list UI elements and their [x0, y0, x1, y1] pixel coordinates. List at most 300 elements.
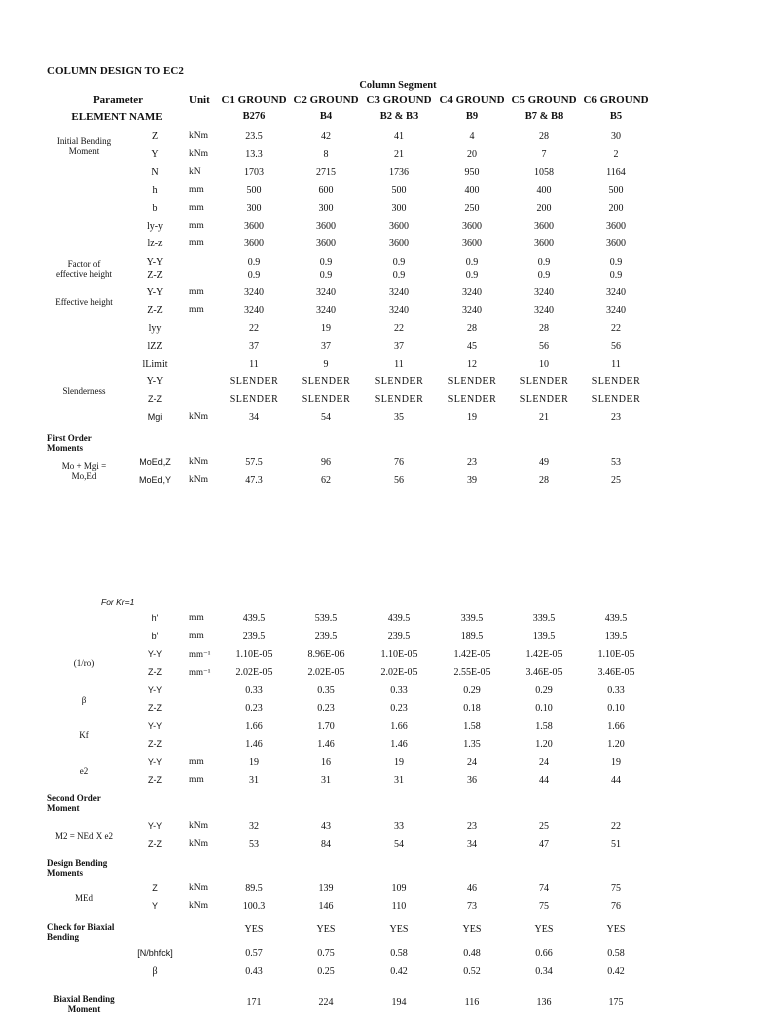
- cell-value: 1703: [244, 167, 264, 178]
- cell-value: 45: [467, 341, 477, 352]
- cell-value: 224: [318, 997, 334, 1008]
- row-symbol: Y-Y: [146, 376, 164, 387]
- cell-value: SLENDER: [447, 394, 497, 405]
- row-symbol: ly-y: [146, 221, 164, 232]
- cell-value: 0.10: [607, 703, 625, 714]
- cell-value: 9: [323, 359, 329, 370]
- cell-value: 300: [246, 203, 262, 214]
- cell-value: 300: [318, 203, 334, 214]
- row-symbol: MoEd,Y: [138, 475, 172, 485]
- row-symbol: Y-Y: [147, 821, 163, 831]
- cell-value: 400: [536, 185, 552, 196]
- cell-value: SLENDER: [447, 376, 497, 387]
- cell-value: 20: [467, 149, 477, 160]
- cell-value: 0.42: [390, 966, 408, 977]
- cell-value: 24: [539, 757, 549, 768]
- row-symbol: Z-Z: [147, 270, 163, 281]
- cell-value: 3600: [244, 221, 264, 232]
- cell-value: 1.46: [390, 739, 408, 750]
- cell-value: 22: [611, 821, 621, 832]
- cell-value: 439.5: [387, 613, 411, 624]
- row-unit: mm: [189, 185, 204, 195]
- cell-value: SLENDER: [301, 376, 351, 387]
- element-name: B5: [609, 111, 623, 122]
- cell-value: 49: [539, 457, 549, 468]
- cell-value: 56: [394, 475, 404, 486]
- label-kf: Kf: [79, 730, 89, 740]
- cell-value: SLENDER: [374, 394, 424, 405]
- column-segment-header: Column Segment: [359, 80, 437, 91]
- cell-value: 31: [321, 775, 331, 786]
- row-symbol: Y-Y: [147, 757, 163, 767]
- row-symbol: h: [152, 185, 158, 196]
- cell-value: 300: [391, 203, 407, 214]
- document-title: COLUMN DESIGN TO EC2: [47, 65, 184, 77]
- cell-value: 76: [611, 901, 621, 912]
- cell-value: 3240: [316, 305, 336, 316]
- row-symbol: Z-Z: [148, 775, 162, 785]
- cell-value: 3240: [606, 287, 626, 298]
- cell-value: 3240: [389, 305, 409, 316]
- cell-value: 7: [541, 149, 547, 160]
- row-unit: kNm: [189, 821, 208, 831]
- cell-value: 109: [391, 883, 407, 894]
- cell-value: YES: [316, 924, 336, 935]
- cell-value: 0.75: [317, 948, 335, 959]
- row-unit: kNm: [189, 412, 208, 422]
- row-symbol: Z-Z: [148, 667, 162, 677]
- cell-value: 3240: [606, 305, 626, 316]
- cell-value: 21: [539, 412, 549, 423]
- cell-value: 28: [539, 475, 549, 486]
- cell-value: 28: [539, 323, 549, 334]
- row-symbol: Z-Z: [148, 394, 162, 404]
- cell-value: 339.5: [532, 613, 556, 624]
- cell-value: YES: [534, 924, 554, 935]
- cell-value: 239.5: [314, 631, 338, 642]
- cell-value: 146: [318, 901, 334, 912]
- row-unit: mm⁻¹: [189, 649, 211, 659]
- row-unit: [N/bhfck]: [137, 948, 173, 958]
- cell-value: 42: [321, 131, 331, 142]
- row-unit: mm: [189, 238, 204, 248]
- cell-value: 1736: [389, 167, 409, 178]
- cell-value: 10: [539, 359, 549, 370]
- row-unit: kN: [189, 167, 201, 177]
- cell-value: 74: [539, 883, 549, 894]
- cell-value: 54: [321, 412, 331, 423]
- cell-value: 22: [394, 323, 404, 334]
- label-med: MEd: [75, 893, 93, 903]
- row-unit: kNm: [189, 131, 208, 141]
- cell-value: 400: [464, 185, 480, 196]
- row-symbol: Z-Z: [148, 703, 162, 713]
- row-unit: mm: [189, 305, 204, 315]
- label-first-order-moments: First Order Moments: [47, 433, 92, 454]
- cell-value: 46: [467, 883, 477, 894]
- cell-value: 30: [611, 131, 621, 142]
- cell-value: 4: [469, 131, 475, 142]
- cell-value: 3.46E-05: [597, 667, 635, 678]
- cell-value: 3600: [606, 238, 626, 249]
- row-symbol: b': [151, 631, 159, 641]
- cell-value: 57.5: [245, 457, 263, 468]
- cell-value: 22: [611, 323, 621, 334]
- cell-value: 2.02E-05: [235, 667, 273, 678]
- cell-value: 23: [467, 457, 477, 468]
- label-factor-effective-height: Factor of effective height: [55, 259, 113, 280]
- cell-value: 31: [394, 775, 404, 786]
- cell-value: SLENDER: [229, 376, 279, 387]
- element-name: B7 & B8: [524, 111, 564, 122]
- label-e2: e2: [79, 766, 89, 776]
- row-symbol: Y-Y: [147, 649, 163, 659]
- cell-value: 36: [467, 775, 477, 786]
- cell-value: 84: [321, 839, 331, 850]
- cell-value: 0.33: [390, 685, 408, 696]
- cell-value: 37: [249, 341, 259, 352]
- cell-value: 1058: [534, 167, 554, 178]
- cell-value: 1.10E-05: [235, 649, 273, 660]
- cell-value: 33: [394, 821, 404, 832]
- cell-value: 28: [467, 323, 477, 334]
- cell-value: 0.9: [319, 257, 333, 268]
- cell-value: 3240: [534, 287, 554, 298]
- row-unit: mm: [189, 221, 204, 231]
- cell-value: SLENDER: [374, 376, 424, 387]
- cell-value: 3600: [462, 238, 482, 249]
- column-header: C5 GROUND: [511, 94, 577, 106]
- cell-value: 110: [391, 901, 407, 912]
- cell-value: 25: [611, 475, 621, 486]
- cell-value: 250: [464, 203, 480, 214]
- label-second-order-moment: Second Order Moment: [47, 793, 101, 814]
- cell-value: 24: [467, 757, 477, 768]
- cell-value: YES: [462, 924, 482, 935]
- row-symbol: Z-Z: [147, 305, 163, 316]
- cell-value: 439.5: [242, 613, 266, 624]
- cell-value: 0.29: [535, 685, 553, 696]
- cell-value: 37: [394, 341, 404, 352]
- row-unit: mm⁻¹: [189, 667, 211, 677]
- label-effective-height: Effective height: [55, 297, 113, 307]
- cell-value: 54: [394, 839, 404, 850]
- label-for-kr: For Kr=1: [101, 597, 135, 607]
- cell-value: 0.9: [609, 257, 623, 268]
- label-beta: β: [81, 695, 87, 705]
- cell-value: 1.46: [317, 739, 335, 750]
- cell-value: SLENDER: [229, 394, 279, 405]
- cell-value: YES: [389, 924, 409, 935]
- cell-value: 37: [321, 341, 331, 352]
- cell-value: 539.5: [314, 613, 338, 624]
- cell-value: 139.5: [604, 631, 628, 642]
- cell-value: 75: [539, 901, 549, 912]
- label-check-biaxial: Check for Biaxial Bending: [47, 922, 115, 943]
- label-slenderness: Slenderness: [62, 386, 106, 396]
- cell-value: 500: [246, 185, 262, 196]
- row-unit: kNm: [189, 883, 208, 893]
- cell-value: 100.3: [242, 901, 266, 912]
- cell-value: 139: [318, 883, 334, 894]
- cell-value: 0.9: [319, 270, 333, 281]
- label-initial-bending-moment: Initial Bending Moment: [56, 136, 112, 157]
- cell-value: 2715: [316, 167, 336, 178]
- cell-value: 500: [608, 185, 624, 196]
- cell-value: 3600: [389, 238, 409, 249]
- cell-value: 0.9: [465, 257, 479, 268]
- cell-value: 0.9: [609, 270, 623, 281]
- cell-value: 34: [467, 839, 477, 850]
- row-symbol: lZZ: [147, 341, 163, 352]
- row-symbol: lyy: [148, 323, 162, 334]
- cell-value: 44: [611, 775, 621, 786]
- cell-value: 0.25: [317, 966, 335, 977]
- cell-value: 3600: [316, 221, 336, 232]
- cell-value: 3240: [316, 287, 336, 298]
- cell-value: 2.02E-05: [307, 667, 345, 678]
- cell-value: 41: [394, 131, 404, 142]
- unit-header: Unit: [189, 94, 210, 106]
- cell-value: 11: [249, 359, 259, 370]
- cell-value: 0.9: [247, 257, 261, 268]
- cell-value: 1.58: [463, 721, 481, 732]
- cell-value: 8: [323, 149, 329, 160]
- cell-value: 0.9: [247, 270, 261, 281]
- cell-value: 0.9: [465, 270, 479, 281]
- cell-value: 0.33: [245, 685, 263, 696]
- cell-value: 89.5: [245, 883, 263, 894]
- row-symbol: Y-Y: [147, 685, 163, 695]
- cell-value: 239.5: [387, 631, 411, 642]
- cell-value: 3600: [534, 238, 554, 249]
- row-symbol: b: [152, 203, 158, 214]
- cell-value: 1.10E-05: [597, 649, 635, 660]
- row-symbol: Z-Z: [148, 839, 162, 849]
- cell-value: 0.18: [463, 703, 481, 714]
- row-unit: mm: [189, 287, 204, 297]
- cell-value: 1.20: [607, 739, 625, 750]
- cell-value: 1.66: [245, 721, 263, 732]
- row-symbol: Mgi: [147, 412, 163, 422]
- cell-value: 75: [611, 883, 621, 894]
- cell-value: 2.55E-05: [453, 667, 491, 678]
- cell-value: 0.43: [245, 966, 263, 977]
- cell-value: 0.35: [317, 685, 335, 696]
- cell-value: 0.29: [463, 685, 481, 696]
- cell-value: 73: [467, 901, 477, 912]
- label-one-over-ro: (1/ro): [73, 658, 95, 668]
- column-header: C3 GROUND: [366, 94, 432, 106]
- element-name: B9: [465, 111, 479, 122]
- row-unit: kNm: [189, 475, 208, 485]
- cell-value: 23: [611, 412, 621, 423]
- cell-value: 19: [611, 757, 621, 768]
- cell-value: 1.42E-05: [525, 649, 563, 660]
- cell-value: 19: [394, 757, 404, 768]
- cell-value: 11: [611, 359, 621, 370]
- row-symbol: Z-Z: [148, 739, 162, 749]
- element-name: B276: [242, 111, 266, 122]
- cell-value: 0.23: [245, 703, 263, 714]
- cell-value: 0.23: [390, 703, 408, 714]
- element-name: B2 & B3: [379, 111, 419, 122]
- cell-value: 0.48: [463, 948, 481, 959]
- cell-value: 96: [321, 457, 331, 468]
- row-unit: mm: [189, 757, 204, 767]
- cell-value: 1.66: [390, 721, 408, 732]
- cell-value: 0.23: [317, 703, 335, 714]
- cell-value: 136: [536, 997, 552, 1008]
- cell-value: 32: [249, 821, 259, 832]
- cell-value: 23.5: [245, 131, 263, 142]
- cell-value: 600: [318, 185, 334, 196]
- cell-value: 22: [249, 323, 259, 334]
- cell-value: 1.42E-05: [453, 649, 491, 660]
- label-mo-mgi: Mo + Mgi = Mo,Ed: [61, 461, 107, 482]
- element-name: B4: [319, 111, 333, 122]
- cell-value: 1164: [606, 167, 626, 178]
- cell-value: 3600: [244, 238, 264, 249]
- cell-value: 3600: [316, 238, 336, 249]
- cell-value: 1.70: [317, 721, 335, 732]
- cell-value: 19: [249, 757, 259, 768]
- label-design-bending-moments: Design Bending Moments: [47, 858, 108, 879]
- cell-value: 3600: [534, 221, 554, 232]
- cell-value: 11: [394, 359, 404, 370]
- cell-value: 0.9: [392, 257, 406, 268]
- cell-value: YES: [244, 924, 264, 935]
- cell-value: 8.96E-06: [307, 649, 345, 660]
- row-unit: kNm: [189, 901, 208, 911]
- row-unit: mm: [189, 631, 204, 641]
- column-header: C4 GROUND: [439, 94, 505, 106]
- row-symbol: Y: [151, 901, 159, 911]
- column-header: C6 GROUND: [583, 94, 649, 106]
- cell-value: 3240: [244, 287, 264, 298]
- cell-value: 3240: [462, 287, 482, 298]
- column-header: C2 GROUND: [293, 94, 359, 106]
- row-symbol: Z: [151, 131, 159, 142]
- cell-value: SLENDER: [519, 376, 569, 387]
- label-m2: M2 = NEd X e2: [54, 831, 114, 841]
- cell-value: 116: [464, 997, 480, 1008]
- cell-value: 0.57: [245, 948, 263, 959]
- cell-value: 23: [467, 821, 477, 832]
- cell-value: 3.46E-05: [525, 667, 563, 678]
- row-symbol: lLimit: [142, 359, 168, 370]
- cell-value: 1.66: [607, 721, 625, 732]
- cell-value: 39: [467, 475, 477, 486]
- cell-value: 1.20: [535, 739, 553, 750]
- cell-value: 56: [611, 341, 621, 352]
- cell-value: 25: [539, 821, 549, 832]
- cell-value: 47.3: [245, 475, 263, 486]
- cell-value: 439.5: [604, 613, 628, 624]
- cell-value: 0.58: [607, 948, 625, 959]
- cell-value: 3240: [534, 305, 554, 316]
- row-symbol: h': [151, 613, 159, 623]
- cell-value: 0.10: [535, 703, 553, 714]
- cell-value: 200: [608, 203, 624, 214]
- cell-value: 0.58: [390, 948, 408, 959]
- cell-value: 62: [321, 475, 331, 486]
- parameter-header: Parameter: [92, 94, 144, 106]
- cell-value: 53: [611, 457, 621, 468]
- row-unit: mm: [189, 203, 204, 213]
- cell-value: 51: [611, 839, 621, 850]
- cell-value: 3600: [606, 221, 626, 232]
- cell-value: 19: [321, 323, 331, 334]
- cell-value: 3600: [462, 221, 482, 232]
- cell-value: 13.3: [245, 149, 263, 160]
- cell-value: 339.5: [460, 613, 484, 624]
- cell-value: 500: [391, 185, 407, 196]
- cell-value: 3600: [389, 221, 409, 232]
- row-symbol: Y: [151, 149, 159, 160]
- row-unit: mm: [189, 775, 204, 785]
- cell-value: 0.42: [607, 966, 625, 977]
- cell-value: 0.66: [535, 948, 553, 959]
- cell-value: SLENDER: [301, 394, 351, 405]
- cell-value: SLENDER: [519, 394, 569, 405]
- cell-value: 189.5: [460, 631, 484, 642]
- row-symbol: Y-Y: [146, 257, 164, 268]
- cell-value: 139.5: [532, 631, 556, 642]
- row-symbol: MoEd,Z: [139, 457, 171, 467]
- cell-value: 2: [613, 149, 619, 160]
- row-unit: kNm: [189, 149, 208, 159]
- cell-value: 76: [394, 457, 404, 468]
- cell-value: 0.52: [463, 966, 481, 977]
- row-symbol: β: [152, 966, 158, 977]
- cell-value: SLENDER: [591, 394, 641, 405]
- cell-value: 175: [608, 997, 624, 1008]
- row-symbol: Y-Y: [146, 287, 164, 298]
- cell-value: 194: [391, 997, 407, 1008]
- cell-value: 44: [539, 775, 549, 786]
- row-symbol: lz-z: [147, 238, 163, 249]
- row-unit: kNm: [189, 457, 208, 467]
- cell-value: 0.9: [537, 257, 551, 268]
- cell-value: 171: [246, 997, 262, 1008]
- cell-value: 47: [539, 839, 549, 850]
- label-biaxial-bending-moment: Biaxial Bending Moment: [53, 994, 115, 1015]
- cell-value: 31: [249, 775, 259, 786]
- cell-value: 12: [467, 359, 477, 370]
- cell-value: 43: [321, 821, 331, 832]
- cell-value: 3240: [244, 305, 264, 316]
- row-unit: kNm: [189, 839, 208, 849]
- cell-value: 21: [394, 149, 404, 160]
- cell-value: 16: [321, 757, 331, 768]
- cell-value: 0.33: [607, 685, 625, 696]
- cell-value: 28: [539, 131, 549, 142]
- cell-value: 53: [249, 839, 259, 850]
- cell-value: 950: [464, 167, 480, 178]
- cell-value: 1.46: [245, 739, 263, 750]
- row-symbol: Y-Y: [147, 721, 163, 731]
- cell-value: 1.10E-05: [380, 649, 418, 660]
- cell-value: 1.58: [535, 721, 553, 732]
- element-name-header: ELEMENT NAME: [71, 111, 163, 123]
- cell-value: SLENDER: [591, 376, 641, 387]
- row-unit: mm: [189, 613, 204, 623]
- cell-value: 1.35: [463, 739, 481, 750]
- cell-value: 34: [249, 412, 259, 423]
- cell-value: 2.02E-05: [380, 667, 418, 678]
- cell-value: 35: [394, 412, 404, 423]
